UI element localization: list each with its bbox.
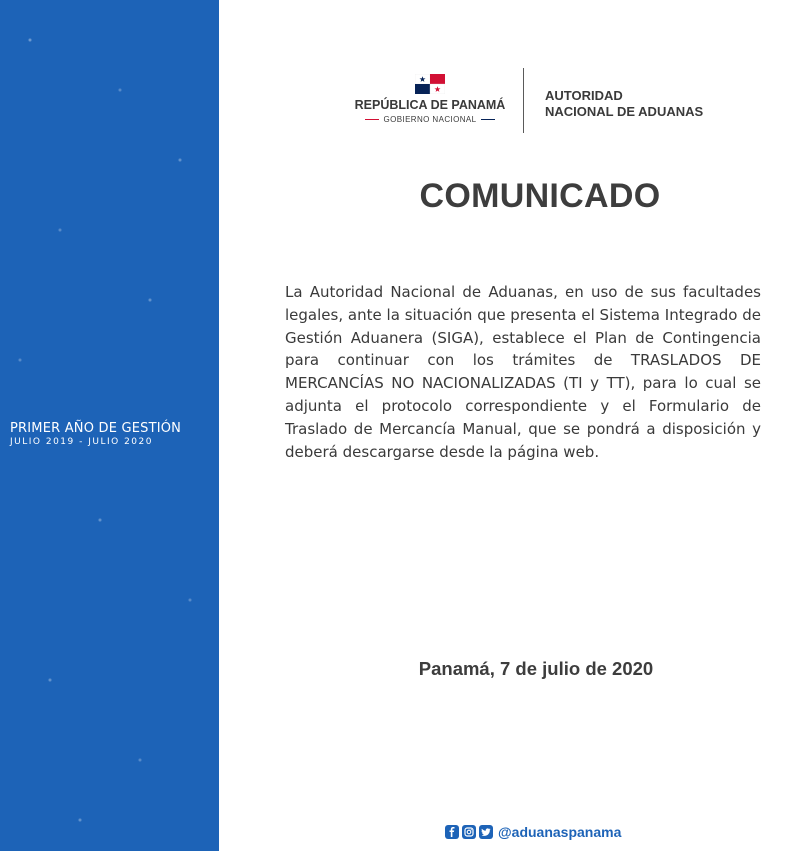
document-title: COMUNICADO xyxy=(419,177,661,215)
anniversary-period: JULIO 2019 - JULIO 2020 xyxy=(10,437,153,447)
agency-name-line2: NACIONAL DE ADUANAS xyxy=(545,104,704,119)
twitter-icon[interactable] xyxy=(479,825,493,839)
agency-name-line1: AUTORIDAD xyxy=(545,88,623,103)
anniversary-title: PRIMER AÑO DE GESTIÓN xyxy=(10,421,182,436)
blue-rule xyxy=(481,119,495,120)
republic-name: REPÚBLICA DE PANAMÁ xyxy=(354,98,506,112)
panama-government-logo xyxy=(340,74,520,124)
facebook-icon[interactable] xyxy=(445,825,459,839)
header-divider xyxy=(523,68,524,133)
red-rule xyxy=(365,119,379,120)
document-body: La Autoridad Nacional de Aduanas, en uso de sus facultades legales, ante la situación que presenta el Sistema Integrado de Gestión Aduanera (SIGA), establece el Plan de Contingencia para continuar con los trámites de TRASLADOS DE MERCANCÍAS NO NACIONALIZADAS (TI y TT), para lo cual se adjunta el protocolo correspondiente y el Formulario de Traslado de Mercancía Manual, que se pondrá a disposición y deberá descargarse desde la página web. xyxy=(285,283,761,461)
panama-flag-icon xyxy=(415,74,445,94)
government-label-row xyxy=(340,115,520,124)
agency-name xyxy=(545,88,703,120)
document-date: Panamá, 7 de julio de 2020 xyxy=(418,658,654,679)
social-links xyxy=(445,824,621,840)
instagram-icon[interactable] xyxy=(462,825,476,839)
social-handle[interactable]: @aduanaspanama xyxy=(498,824,622,840)
blue-sidebar xyxy=(0,0,219,851)
government-label: GOBIERNO NACIONAL xyxy=(383,115,477,124)
